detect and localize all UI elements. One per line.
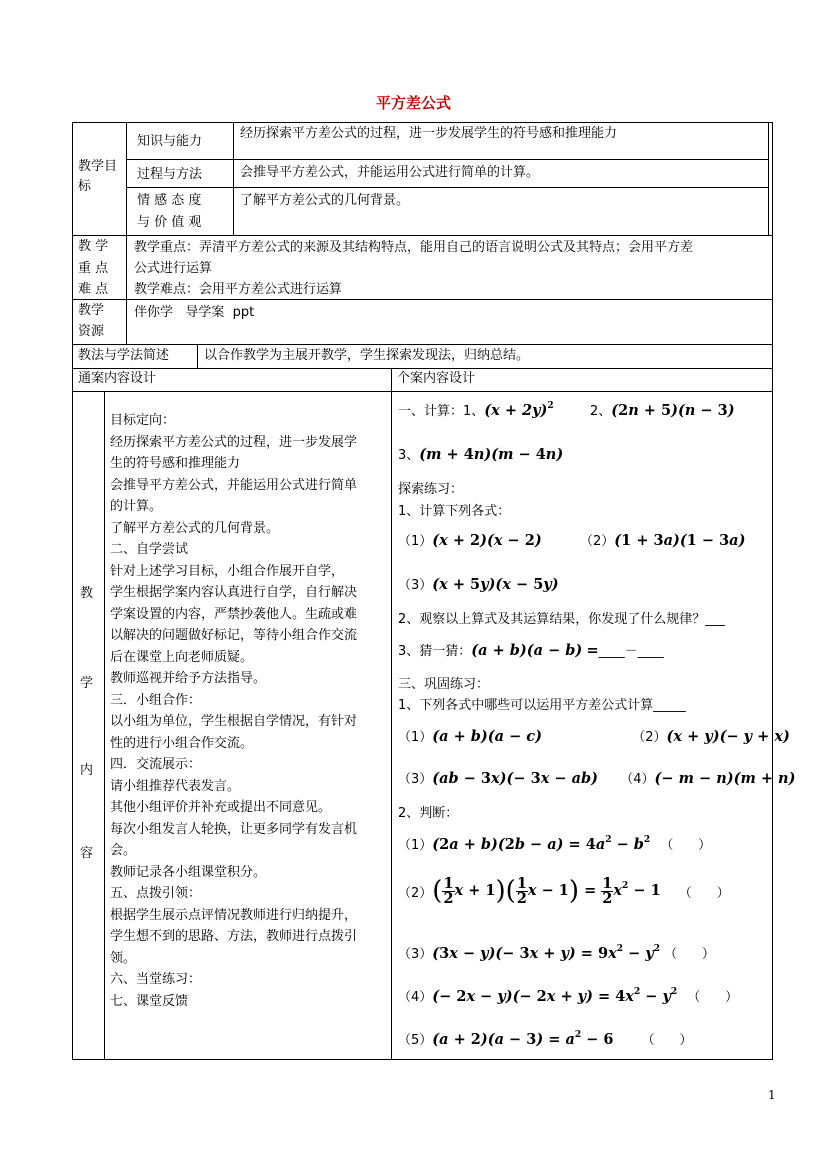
equals-sign: =: [586, 642, 599, 659]
judge-4: $(4)(- 2x - y)(- 2x + y) = 4x^2 - y^2$ （ ）: [398, 987, 739, 1005]
key-points-line-1: 教学重点：弄清平方差公式的来源及其结构特点，能用自己的语言说明公式及其特点；会用平方差: [134, 240, 694, 255]
formula: (a + b)(a − c): [432, 728, 542, 745]
content-label-3: 内: [80, 763, 94, 778]
header-right: 个案内容设计: [397, 371, 476, 386]
left-line: 会推导平方差公式，并能运用公式进行简单: [110, 477, 358, 493]
left-line: 每次小组发言人轮换，让更多同学有发言机: [110, 821, 358, 837]
consolidate-label: 三、巩固练习：: [398, 677, 490, 692]
explore-label: 探索练习：: [398, 482, 464, 497]
formula: (x + 5y)(x − 5y): [432, 576, 559, 593]
left-line: 六、当堂练习：: [110, 972, 202, 987]
formula: (ab − 3x)(− 3x − ab): [432, 770, 598, 787]
left-line: 教师巡视并给予方法指导。: [110, 671, 267, 686]
formula: (− m − n)(m + n): [654, 770, 796, 787]
left-line: 学生想不到的思路、方法，教师进行点拨引: [110, 929, 358, 944]
left-line: 七、课堂反馈: [110, 993, 189, 1009]
left-line: 学案设置的内容，严禁抄袭他人。生疏或难: [110, 606, 358, 622]
left-line: 针对上述学习目标，小组合作展开自学，: [110, 563, 345, 579]
key-points-line-2: 公式进行运算: [134, 261, 213, 276]
left-line: 五、点拨引领：: [110, 886, 202, 901]
objective-sub-knowledge: 知识与能力: [137, 134, 203, 149]
calc-line-1: 一、计算：1、$(x + 2y)^2$ 2、(2n + 5)(n − 3): [398, 401, 735, 419]
left-line: 性的进行小组合作交流。: [110, 735, 254, 751]
judge-5: $(5)(a + 2)(a - 3) = a^2 - 6$ （ ）: [398, 1030, 693, 1048]
objective-sub-process: 过程与方法: [137, 167, 203, 182]
left-line: 其他小组评价并补充或提出不同意见。: [110, 800, 332, 815]
content-label-4: 容: [80, 846, 94, 861]
judge-2: （2）( $\frac{1}{2}$ x + 1)( $\frac{1}{2}$ x − 1) = $\frac{1}{2}$ $x^2 - 1$ （ ）: [398, 874, 730, 907]
explore-1: 1、计算下列各式：: [398, 504, 511, 519]
key-points-label-2: 重 点: [78, 261, 109, 276]
left-line: 教师记录各小组课堂积分。: [110, 864, 267, 880]
formula: (x + 2)(x − 2): [432, 532, 542, 549]
left-line: 根据学生展示点评情况教师进行归纳提升，: [110, 907, 358, 923]
formula: (m + 4n)(m − 4n): [419, 446, 564, 463]
document-title: 平方差公式: [375, 94, 451, 112]
methods-text: 以合作教学为主展开教学，学生探索发现法，归纳总结。: [204, 348, 530, 363]
objective-text-process: 会推导平方差公式，并能运用公式进行简单的计算。: [240, 165, 540, 180]
judge-label: 2、判断：: [398, 806, 459, 821]
left-line: 的计算。: [110, 499, 163, 514]
left-line: 领。: [110, 950, 137, 966]
key-points-label-1: 教 学: [78, 239, 109, 254]
left-line: 二、自学尝试: [110, 542, 189, 557]
left-line: 经历探索平方差公式的过程，进一步发展学: [110, 434, 358, 450]
explore-items-1-2: （1）(x + 2)(x − 2) （2）(1 + 3a)(1 − 3a): [398, 532, 746, 549]
formula: (2n + 5)(n − 3): [611, 402, 735, 419]
objective-text-attitude: 了解平方差公式的几何背景。: [240, 193, 410, 208]
left-line: 以解决的问题做好标记，等待小组合作交流: [110, 628, 358, 643]
which-question: 1、下列各式中哪些可以运用平方差公式计算_____: [398, 698, 686, 713]
left-line: 目标定向：: [110, 413, 176, 428]
observe-question: 2、观察以上算式及其运算结果，你发现了什么规律？___: [398, 612, 725, 627]
resources-label-1: 教学: [78, 303, 105, 318]
left-line: 以小组为单位，学生根据自学情况，有针对: [110, 714, 358, 729]
formula: $(2a + b)(2b - a) = 4a^2 - b^2$: [432, 835, 651, 853]
formula: $(3x - y)(- 3x + y) = 9x^2 - y^2$: [432, 944, 660, 962]
calc-line-3: 3、(m + 4n)(m − 4n): [398, 446, 564, 463]
left-line: 请小组推荐代表发言。: [110, 778, 241, 794]
resources-label-2: 资源: [78, 324, 105, 339]
methods-label: 教法与学法简述: [78, 348, 170, 363]
objective-sub-attitude-1: 情 感 态 度: [137, 193, 202, 208]
explore-item-3: （3）(x + 5y)(x − 5y): [398, 576, 559, 593]
objectives-label: 教学目标: [78, 159, 118, 194]
formula: (1 + 3a)(1 − 3a): [614, 532, 746, 549]
content-label-2: 学: [80, 676, 94, 691]
guess-line: 3、猜一猜：(a + b)(a − b) =____－____: [398, 642, 664, 659]
formula: (a + b)(a − b): [471, 642, 583, 659]
left-line: 四．交流展示：: [110, 757, 202, 772]
left-line: 会。: [110, 843, 137, 858]
left-line: 了解平方差公式的几何背景。: [110, 520, 280, 536]
formula: (x + y)(− y + x): [666, 728, 790, 745]
judge-3: $(3)(3x - y)(- 3x + y) = 9x^2 - y^2$ （ ）: [398, 944, 715, 962]
content-label-1: 教: [80, 586, 94, 601]
page-number: 1: [768, 1088, 776, 1102]
which-items-3-4: （3）(ab − 3x)(− 3x − ab) （4）(− m − n)(m + n): [398, 770, 796, 787]
formula: $(x + 2y)^2$: [484, 401, 554, 419]
left-line: 学生根据学案内容认真进行自学，自行解决: [110, 585, 358, 600]
formula: $(a + 2)(a - 3) = a^2 - 6$: [432, 1030, 614, 1048]
formula: (− $2x - y)(- 2x + y) = 4x^2 - y^2$: [432, 987, 678, 1005]
left-line: 生的符号感和推理能力: [110, 456, 241, 471]
left-line: 三．小组合作：: [110, 692, 202, 708]
general-design-text: [110, 410, 357, 1012]
resources-text: 伴你学 导学案 ppt: [134, 305, 255, 320]
objective-text-knowledge: 经历探索平方差公式的过程，进一步发展学生的符号感和推理能力: [240, 126, 618, 141]
objective-sub-attitude-2: 与 价 值 观: [137, 215, 202, 230]
which-items-1-2: （1）(a + b)(a − c) （2）(x + y)(− y + x): [398, 728, 790, 745]
left-line: 后在课堂上向老师质疑。: [110, 649, 254, 665]
key-points-label-3: 难 点: [78, 282, 109, 297]
formula: ( $\frac{1}{2}$ x + 1)( $\frac{1}{2}$ x − 1) = $\frac{1}{2}$ $x^2 - 1$: [432, 874, 661, 907]
key-points-line-3: 教学难点：会用平方差公式进行运算: [134, 282, 343, 297]
judge-1: $(1)(2a + b)(2b - a) = 4a^2 - b^2$ （ ）: [398, 835, 712, 853]
header-left: 通案内容设计: [78, 371, 157, 386]
